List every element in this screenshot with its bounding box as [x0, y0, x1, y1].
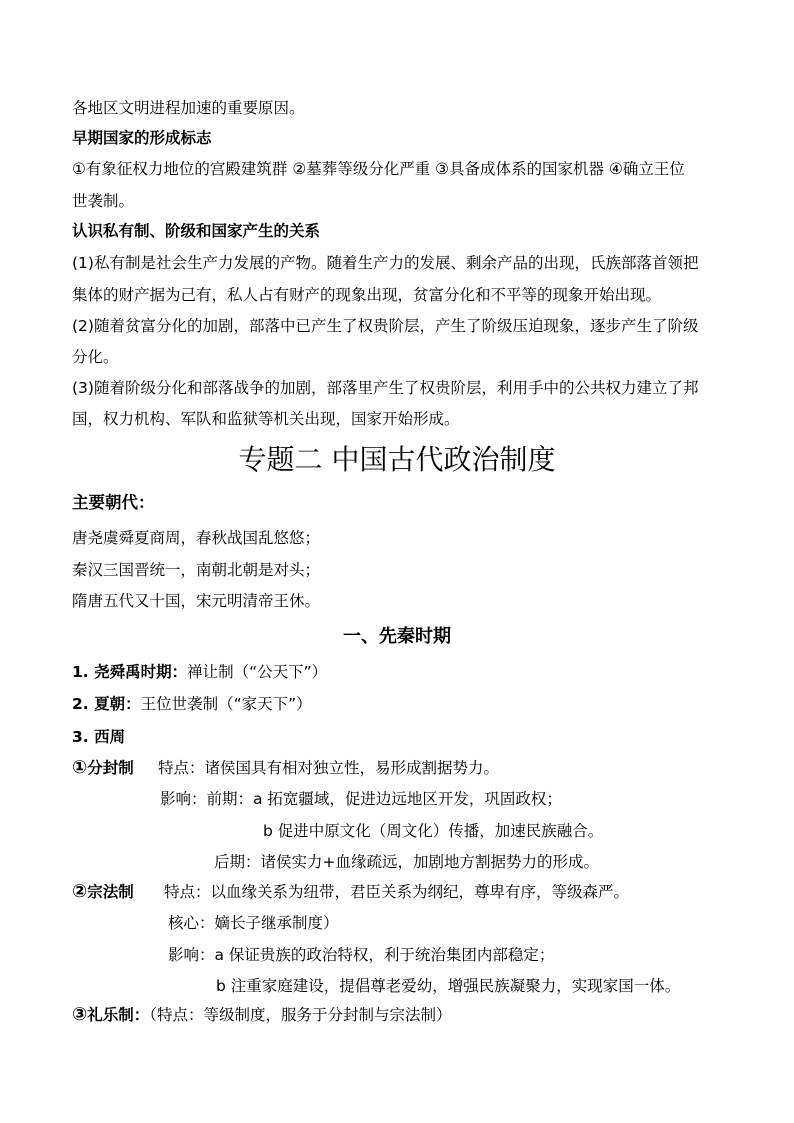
dynasties-heading: 主要朝代：	[72, 493, 155, 512]
topic-title: 专题二 中国古代政治制度	[238, 443, 556, 476]
item-1-label: 1. 尧舜禹时期：	[72, 663, 188, 681]
item-1-text: 禅让制（“公天下”）	[187, 663, 328, 681]
item-yao-shun-yu	[72, 661, 327, 683]
liyue-row	[72, 1004, 452, 1026]
relation-p2-line-2: 分化。	[72, 348, 119, 366]
relation-p3-line-1: (3)随着阶级分化和部落战争的加剧，部落里产生了权贵阶层，利用手中的公共权力建立了邦	[72, 379, 699, 397]
zongfa-core: 核心：嫡长子继承制度）	[168, 914, 339, 932]
item-xia	[72, 693, 312, 715]
relation-heading: 认识私有制、阶级和国家产生的关系	[72, 222, 321, 240]
item-2-text: 王位世袭制（“家天下”）	[140, 695, 312, 713]
relation-p1-line-1: (1)私有制是社会生产力发展的产物。随着生产力的发展、剩余产品的出现，氏族部落首领把	[72, 254, 699, 272]
pre-qin-subtitle: 一、先秦时期	[343, 626, 451, 647]
dynasties-line-2: 秦汉三国晋统一，南朝北朝是对头；	[72, 561, 321, 579]
fenfeng-row	[72, 757, 134, 779]
dynasties-line-1: 唐尧虞舜夏商周，春秋战国乱悠悠；	[72, 529, 321, 547]
marker-3: ③	[72, 1004, 88, 1025]
relation-p2-line-1: (2)随着贫富分化的加剧，部落中已产生了权贵阶层，产生了阶级压迫现象，逐步产生了阶级	[72, 317, 699, 335]
dynasties-line-3: 隋唐五代又十国，宋元明清帝王休。	[72, 592, 321, 610]
zongfa-impact-b: b 注重家庭建设，提倡尊老爱幼，增强民族凝聚力，实现家国一体。	[216, 977, 681, 995]
state-formation-line-1: ①有象征权力地位的宫殿建筑群 ②墓葬等级分化严重 ③具备成体系的国家机器 ④确立王位	[72, 160, 685, 178]
item-western-zhou: 3. 西周	[72, 728, 126, 746]
zongfa-features: 特点：以血缘关系为纽带，君臣关系为纲纪，尊卑有序，等级森严。	[164, 883, 630, 901]
zongfa-row	[72, 881, 134, 903]
item-2-label: 2. 夏朝：	[72, 695, 141, 713]
relation-p1-line-2: 集体的财产据为己有，私人占有财产的现象出现，贫富分化和不平等的现象开始出现。	[72, 286, 662, 304]
liyue-label: 礼乐制：	[87, 1006, 150, 1024]
fenfeng-impact-late: 后期：诸侯实力+血缘疏远，加剧地方割据势力的形成。	[214, 853, 599, 871]
relation-p3-line-2: 国，权力机构、军队和监狱等机关出现，国家开始形成。	[72, 410, 460, 428]
fenfeng-impact-b: b 促进中原文化（周文化）传播，加速民族融合。	[263, 822, 604, 840]
marker-2: ②	[72, 881, 88, 902]
fenfeng-features: 特点：诸侯国具有相对独立性，易形成割据势力。	[158, 759, 500, 777]
fenfeng-impact-a: 影响：前期：a 拓宽疆域，促进边远地区开发，巩固政权；	[160, 790, 562, 808]
state-formation-line-2: 世袭制。	[72, 192, 135, 210]
zongfa-impact-a: 影响：a 保证贵族的政治特权，利于统治集团内部稳定；	[168, 946, 555, 964]
fenfeng-label: 分封制	[87, 759, 134, 777]
intro-line: 各地区文明进程加速的重要原因。	[72, 99, 305, 117]
zongfa-label: 宗法制	[87, 883, 134, 901]
liyue-text: （特点：等级制度，服务于分封制与宗法制）	[149, 1006, 452, 1024]
marker-1: ①	[72, 757, 88, 778]
state-formation-heading: 早期国家的形成标志	[72, 129, 212, 147]
